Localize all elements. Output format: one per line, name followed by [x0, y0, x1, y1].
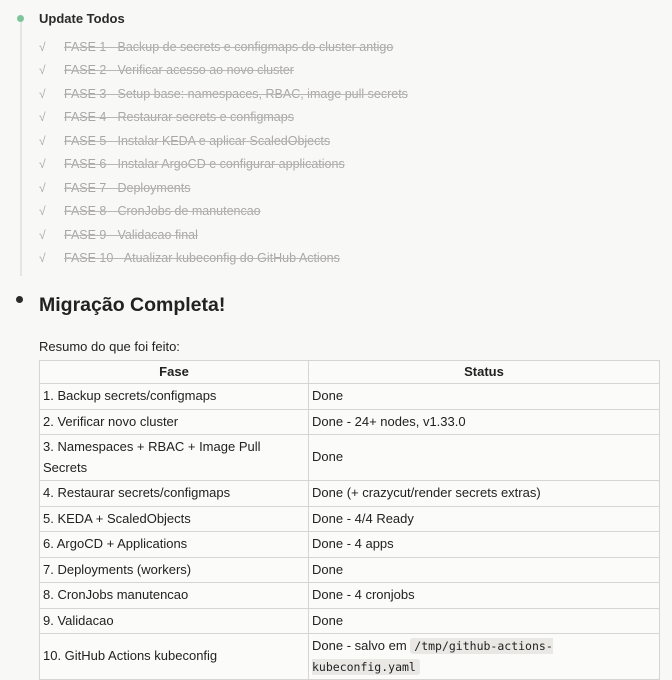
todo-text: FASE 5 - Instalar KEDA e aplicar ScaledObjects	[64, 133, 331, 148]
todo-item	[39, 200, 659, 224]
todo-text: FASE 6 - Instalar ArgoCD e configurar applications	[64, 157, 345, 172]
timeline-line	[20, 18, 22, 276]
message-heading: Migração Completa!	[39, 294, 226, 316]
todo-item	[39, 223, 659, 247]
todo-status-dot	[17, 15, 24, 22]
cell-fase: 9. Validacao	[40, 608, 309, 634]
cell-status: Done (+ crazycut/render secrets extras)	[309, 481, 660, 507]
table-row	[40, 557, 660, 583]
message-bullet-dot	[16, 296, 23, 303]
checkmark-icon: √	[39, 204, 46, 219]
cell-status: Done - 4 cronjobs	[309, 583, 660, 609]
cell-status: Done	[309, 608, 660, 634]
cell-fase: 3. Namespaces + RBAC + Image Pull Secrets	[40, 435, 309, 481]
todo-text: FASE 3 - Setup base: namespaces, RBAC, image pull secrets	[64, 86, 408, 101]
cell-status: Done - 4 apps	[309, 532, 660, 558]
todo-text: FASE 4 - Restaurar secrets e configmaps	[64, 110, 294, 125]
cell-status: Done - 24+ nodes, v1.33.0	[309, 409, 660, 435]
todo-text: FASE 7 - Deployments	[64, 180, 191, 195]
summary-table	[39, 360, 660, 680]
cell-fase: 8. CronJobs manutencao	[40, 583, 309, 609]
table-row	[40, 506, 660, 532]
checkmark-icon: √	[39, 180, 46, 195]
todo-text: FASE 9 - Validacao final	[64, 227, 198, 242]
cell-fase: 10. GitHub Actions kubeconfig	[40, 634, 309, 680]
cell-fase: 5. KEDA + ScaledObjects	[40, 506, 309, 532]
table-row	[40, 481, 660, 507]
cell-status: Done - 4/4 Ready	[309, 506, 660, 532]
cell-fase: 2. Verificar novo cluster	[40, 409, 309, 435]
todo-text: FASE 8 - CronJobs de manutencao	[64, 204, 261, 219]
checkmark-icon: √	[39, 251, 46, 266]
todo-item	[39, 153, 659, 177]
column-header-status: Status	[309, 361, 660, 384]
table-row	[40, 384, 660, 410]
cell-fase: 7. Deployments (workers)	[40, 557, 309, 583]
table-row	[40, 435, 660, 481]
todo-item	[39, 247, 659, 271]
kubeconfig-path-code[interactable]: /tmp/github-actions-kubeconfig.yaml	[312, 639, 553, 674]
column-header-fase: Fase	[40, 361, 309, 384]
todo-text: FASE 10 - Atualizar kubeconfig do GitHub Actions	[64, 251, 340, 266]
table-header-row	[40, 361, 660, 384]
todo-item	[39, 35, 659, 59]
checkmark-icon: √	[39, 86, 46, 101]
table-row	[40, 532, 660, 558]
checkmark-icon: √	[39, 110, 46, 125]
cell-fase: 1. Backup secrets/configmaps	[40, 384, 309, 410]
cell-status	[309, 634, 660, 680]
checkmark-icon: √	[39, 39, 46, 54]
todo-item	[39, 82, 659, 106]
todo-item	[39, 176, 659, 200]
todos-title: Update Todos	[39, 11, 125, 26]
checkmark-icon: √	[39, 157, 46, 172]
todo-item	[39, 59, 659, 83]
cell-status: Done	[309, 384, 660, 410]
todo-item	[39, 106, 659, 130]
todo-text: FASE 2 - Verificar acesso ao novo cluster	[64, 63, 294, 78]
checkmark-icon: √	[39, 63, 46, 78]
checkmark-icon: √	[39, 227, 46, 242]
table-row	[40, 409, 660, 435]
table-row	[40, 634, 660, 680]
table-row	[40, 608, 660, 634]
status-text: Done - salvo em	[312, 638, 411, 653]
todo-item	[39, 129, 659, 153]
checkmark-icon: √	[39, 133, 46, 148]
todo-list	[39, 35, 659, 270]
summary-text: Resumo do que foi feito:	[39, 339, 180, 354]
cell-status: Done	[309, 557, 660, 583]
cell-fase: 6. ArgoCD + Applications	[40, 532, 309, 558]
cell-fase: 4. Restaurar secrets/configmaps	[40, 481, 309, 507]
todo-text: FASE 1 - Backup de secrets e configmaps do cluster antigo	[64, 39, 394, 54]
cell-status: Done	[309, 435, 660, 481]
table-row	[40, 583, 660, 609]
